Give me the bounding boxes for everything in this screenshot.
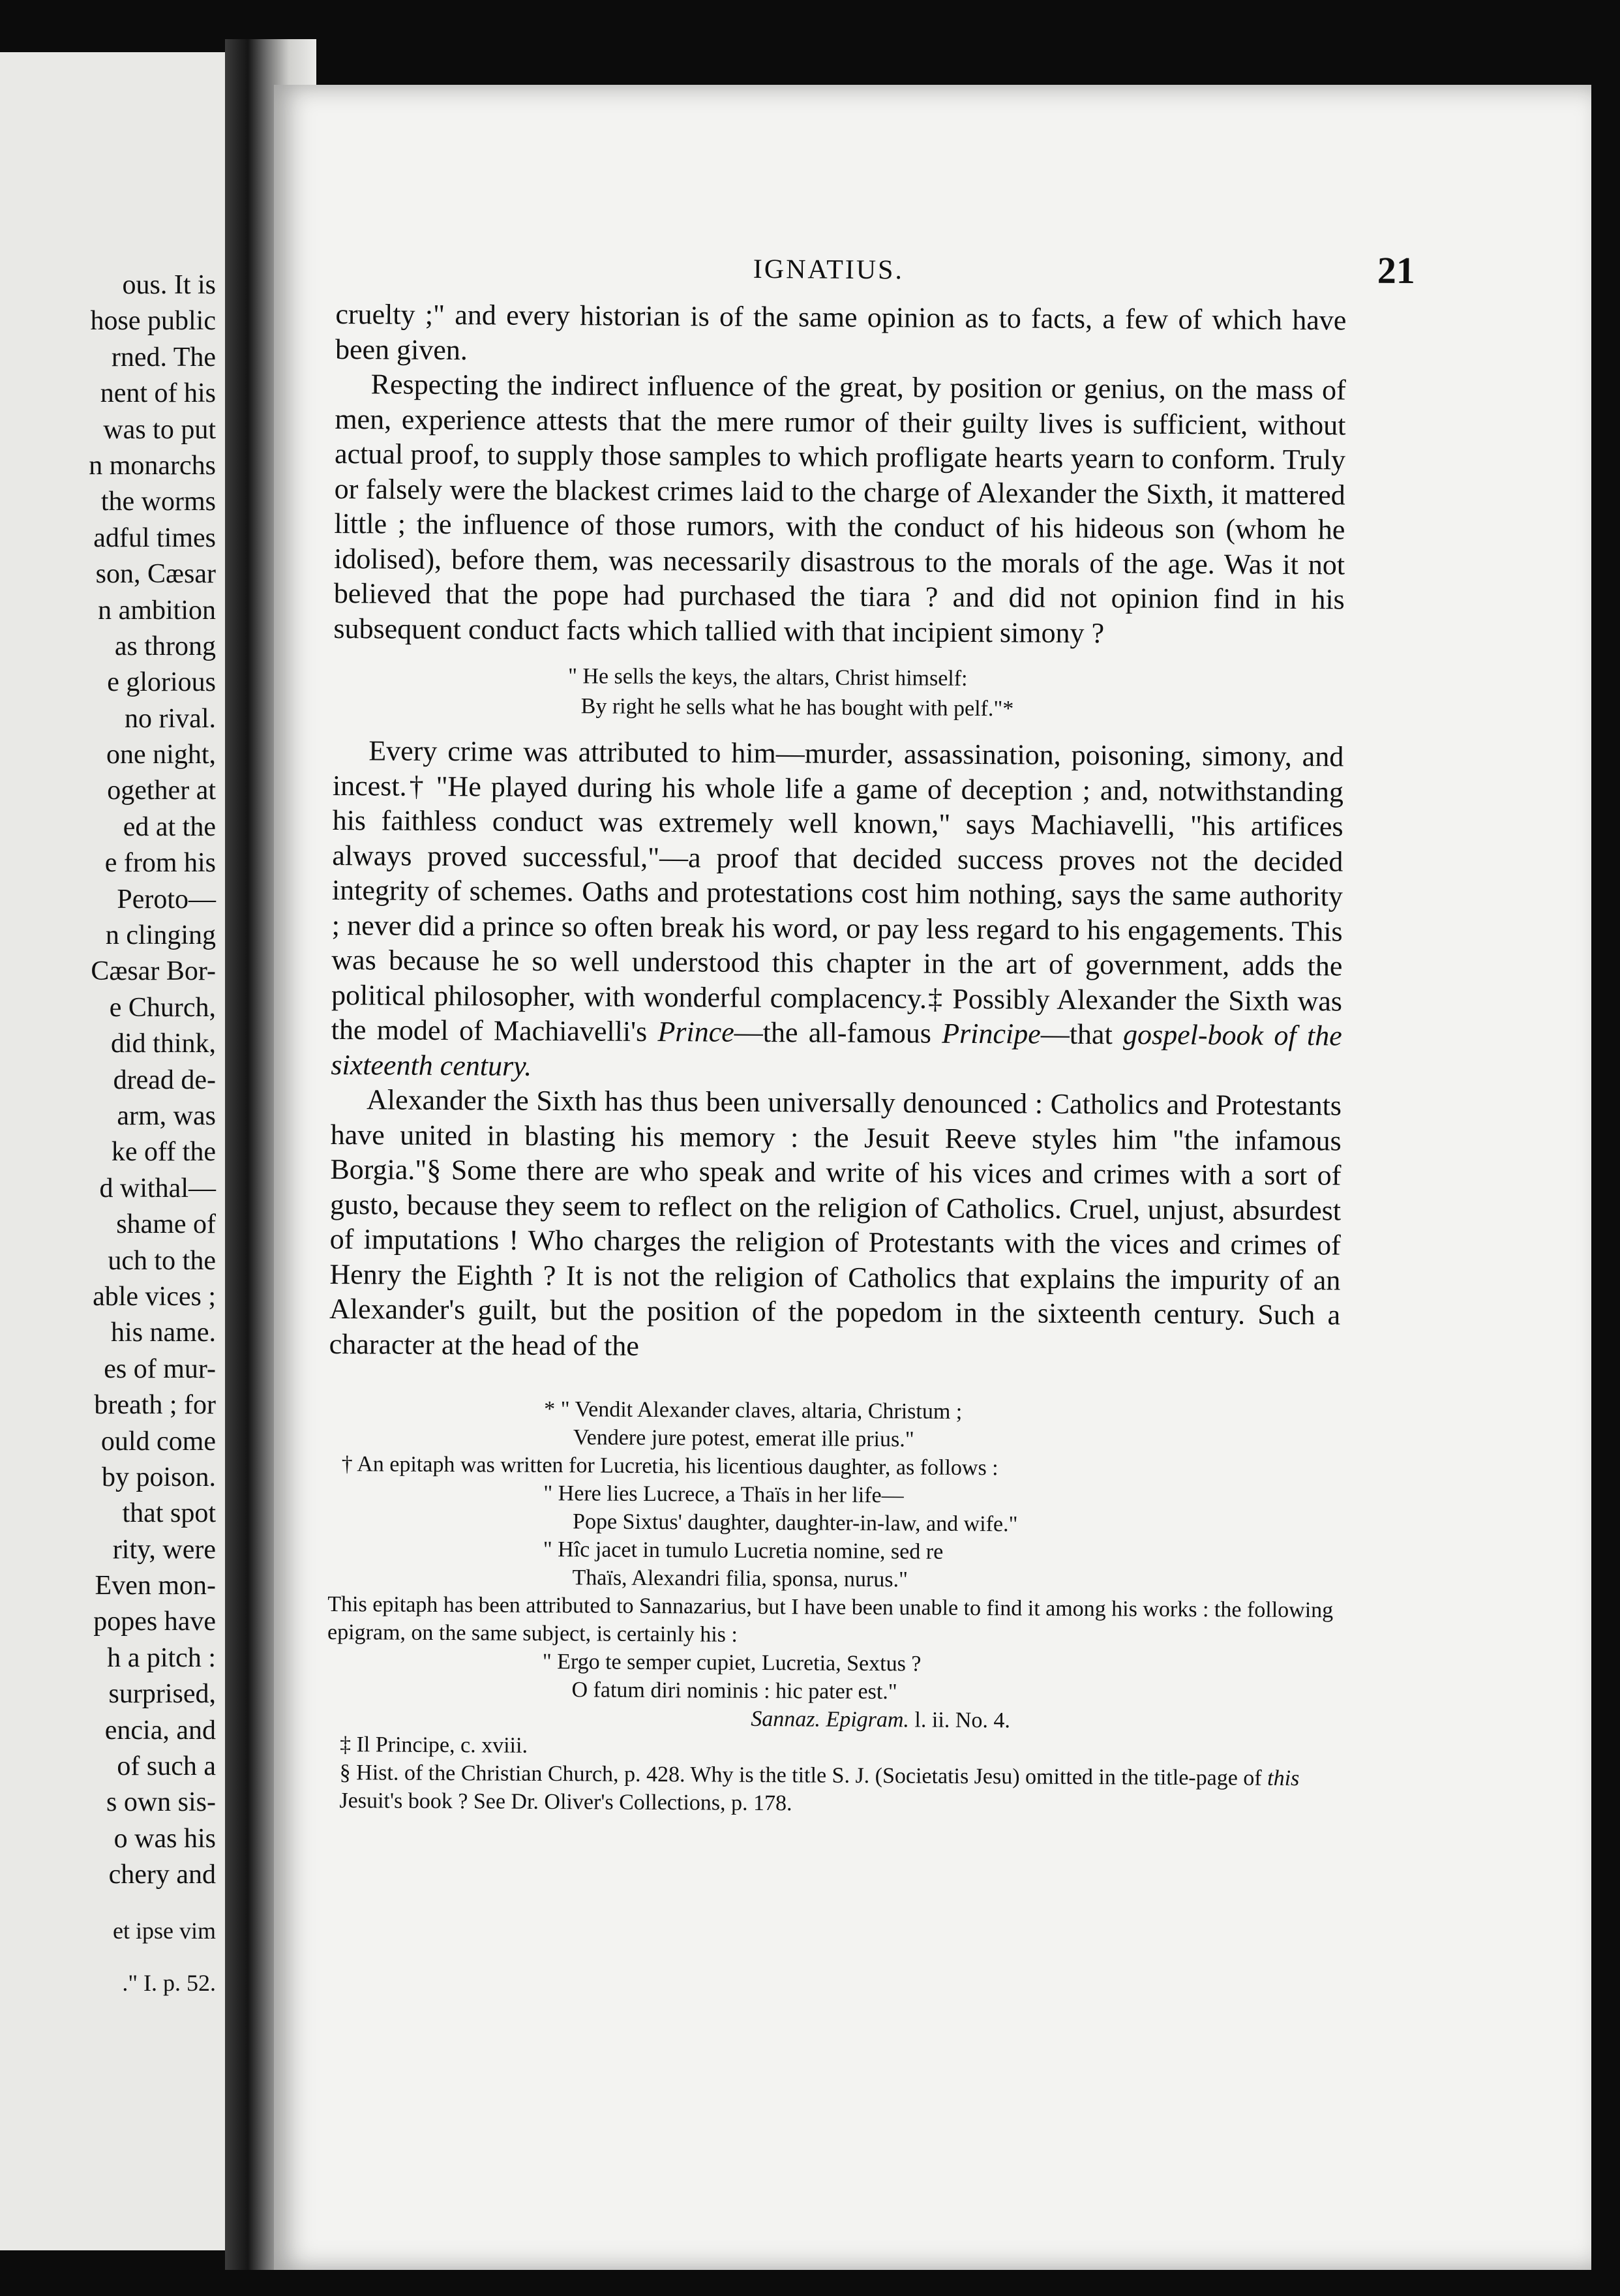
previous-page-line: ould come — [100, 1426, 216, 1457]
previous-page-line: arm, was — [117, 1100, 216, 1131]
paragraph-text: —that — [1040, 1018, 1124, 1051]
previous-page-line: did think, — [110, 1029, 216, 1059]
previous-page-footnotes — [0, 1905, 216, 2009]
book-page — [274, 85, 1591, 2270]
footnote-line: O fatum diri nominis : hic pater est." — [571, 1678, 897, 1704]
sannazarius-note: This epitaph has been attributed to Sannazarius, but I have been unable to find it among his works : the following epigram, on the same subject, is certainly his : — [327, 1592, 1334, 1647]
paragraph: cruelty ;" and every historian is of the same opinion as to facts, a few of which have been given. — [335, 297, 1347, 366]
footnote-text: Jesuit's book ? See Dr. Oliver's Collections, p. 178. — [339, 1789, 792, 1816]
footnote-line: Thaïs, Alexandri filia, sponsa, nurus." — [572, 1565, 908, 1592]
previous-page-line: chery and — [108, 1860, 216, 1890]
body-text — [329, 297, 1347, 1367]
verse-line: " He sells the keys, the altars, Christ himself: — [567, 664, 968, 691]
previous-page-line: h a pitch : — [107, 1642, 216, 1673]
paragraph-text: —the all-famous — [734, 1016, 942, 1050]
paragraph: Respecting the indirect influence of the great, by position or genius, on the mass of men, experience attests that the mere rumor of their guilty lives is sufficient, without actual proof, to supply those samples to which profligate hearts yearn to conform. Truly or falsely were the blackest crimes laid to the charge of Alexander the Sixth, it mattered little ; the influence of those rumors, with the conduct of his hideous son (whom he idolised), before them, was necessarily disastrous to the morals of the age. Was it not believed that the pope had purchased the tiara ? and did not opinion find in his subsequent conduct facts which tallied with that incipient simony ? — [333, 368, 1346, 649]
previous-page-line: uch to the — [108, 1245, 216, 1276]
previous-page-line: rned. The — [111, 342, 216, 372]
previous-page-line: e glorious — [107, 667, 216, 698]
paragraph-text: Every crime was attributed to him—murder, assassination, poisoning, simony, and incest.† "He played during his whole life a game of deception ; and, notwithstanding his faithless conduct was extremely well known," says Machiavelli, "his artifices always proved successful,"—a proof that decided success proves not the decided integrity of schemes. Oaths and protestations cost him nothing, says the same authority ; never did a prince so often break his word, or pay less regard to his engagements. This was because he so well understood this chapter in the art of government, adds the political philosopher, with wonderful complacency.‡ Possibly Alexander the Sixth was the model of Machiavelli's — [331, 734, 1344, 1048]
footnote-line: " Ergo te semper cupiet, Lucretia, Sextus ? — [542, 1649, 922, 1676]
previous-page-text — [0, 267, 216, 1894]
footnote-line: * " Vendit Alexander claves, altaria, Christum ; — [544, 1397, 963, 1424]
page-header — [336, 249, 1416, 303]
previous-page-line: n clinging — [105, 920, 216, 951]
previous-page-line: hose public — [90, 306, 216, 337]
page-number: 21 — [1377, 249, 1416, 292]
previous-page-line: was to put — [103, 414, 216, 445]
footnote-line: Vendere jure potest, emerat ille prius." — [573, 1425, 914, 1452]
italic-text: this — [1267, 1766, 1300, 1791]
previous-page-line: dread de- — [113, 1065, 216, 1095]
previous-page-line: ous. It is — [122, 270, 216, 300]
verse-line: By right he sells what he has bought with pelf."* — [580, 694, 1014, 721]
paragraph — [331, 733, 1343, 1088]
footnote-line: " Hîc jacet in tumulo Lucretia nomine, sed re — [543, 1537, 944, 1564]
italic-text: Prince — [657, 1016, 734, 1048]
footnote-dagger: † An epitaph was written for Lucretia, his licentious daughter, as follows : — [341, 1452, 998, 1481]
epitaph-english — [328, 1478, 1339, 1540]
previous-page-line: no rival. — [125, 703, 216, 734]
previous-page-line: n ambition — [98, 595, 216, 626]
previous-page-line: n monarchs — [89, 450, 216, 481]
previous-page-line: by poison. — [101, 1462, 216, 1492]
previous-page-line: e Church, — [109, 992, 216, 1023]
previous-page-line: ke off the — [111, 1137, 216, 1168]
italic-text: Principe — [942, 1017, 1041, 1050]
previous-page-line: adful times — [93, 522, 216, 553]
epigram — [327, 1646, 1338, 1708]
previous-page-line: as throng — [114, 631, 216, 661]
previous-page-line: the worms — [100, 487, 216, 517]
running-head: IGNATIUS. — [753, 254, 905, 286]
page-content — [326, 249, 1416, 1820]
previous-page-fragment — [0, 52, 225, 2250]
attribution-reference: l. ii. No. 4. — [908, 1708, 1011, 1733]
previous-page-line: surprised, — [108, 1679, 216, 1710]
previous-page-line: of such a — [117, 1751, 216, 1782]
footnote-text: § Hist. of the Christian Church, p. 428. Why is the title S. J. (Societatis Jesu) omitted in the title-page of — [339, 1760, 1268, 1790]
epitaph-latin — [327, 1534, 1338, 1596]
previous-page-line: his name. — [111, 1318, 216, 1348]
verse-quotation — [333, 660, 1345, 726]
previous-page-line: Even mon- — [95, 1571, 216, 1601]
previous-page-line: breath ; for — [94, 1390, 216, 1421]
previous-page-line: Cæsar Bor- — [91, 956, 216, 987]
previous-page-line: es of mur- — [104, 1353, 216, 1384]
footnotes — [326, 1394, 1340, 1820]
paragraph: Alexander the Sixth has thus been universally denounced : Catholics and Protestants have united in blasting his memory : the Jesuit Reeve styles him "the infamous Borgia."§ Some there are who speak and write of his vices and crimes with a sort of gusto, because they seem to reflect on the religion of Catholics. Cruel, unjust, absurdest of imputations ! Who charges the religion of Protestants with the vices and crimes of Henry the Eighth ? It is not the religion of Catholics that explains the impurity of an Alexander's guilt, but the position of the popedom in the sixteenth century. Such a character at the head of the — [329, 1083, 1342, 1362]
previous-page-line: that spot — [122, 1498, 216, 1529]
previous-page-line: son, Cæsar — [95, 559, 216, 590]
previous-page-line: rity, were — [112, 1534, 216, 1565]
footnote-line: Pope Sixtus' daughter, daughter-in-law, and wife." — [572, 1509, 1018, 1537]
footnote-star — [329, 1394, 1340, 1456]
previous-page-line: shame of — [116, 1209, 216, 1240]
previous-page-line: o was his — [113, 1823, 216, 1854]
previous-page-line: able vices ; — [93, 1281, 216, 1312]
previous-page-line: e from his — [104, 848, 216, 879]
previous-page-line: encia, and — [104, 1715, 216, 1745]
previous-page-line: nent of his — [100, 378, 216, 409]
previous-page-line: ed at the — [123, 811, 216, 842]
previous-page-line: popes have — [93, 1607, 216, 1637]
previous-page-note: ." I. p. 52. — [122, 1970, 216, 1996]
previous-page-line: Peroto— — [117, 884, 216, 914]
previous-page-line: s own sis- — [106, 1787, 216, 1818]
previous-page-line: d withal— — [99, 1173, 216, 1203]
attribution-source: Sannaz. Epigram. — [751, 1706, 910, 1732]
previous-page-note: et ipse vim — [113, 1918, 216, 1944]
previous-page-line: ogether at — [107, 776, 216, 806]
footnote-section — [326, 1759, 1337, 1820]
previous-page-line: one night, — [106, 740, 216, 770]
italic-text: gospel-book of the sixteenth century. — [331, 1018, 1342, 1082]
footnote-double-dagger: ‡ Il Principe, c. xviii. — [339, 1732, 528, 1758]
footnote-line: " Here lies Lucrece, a Thaïs in her life— — [543, 1481, 904, 1508]
